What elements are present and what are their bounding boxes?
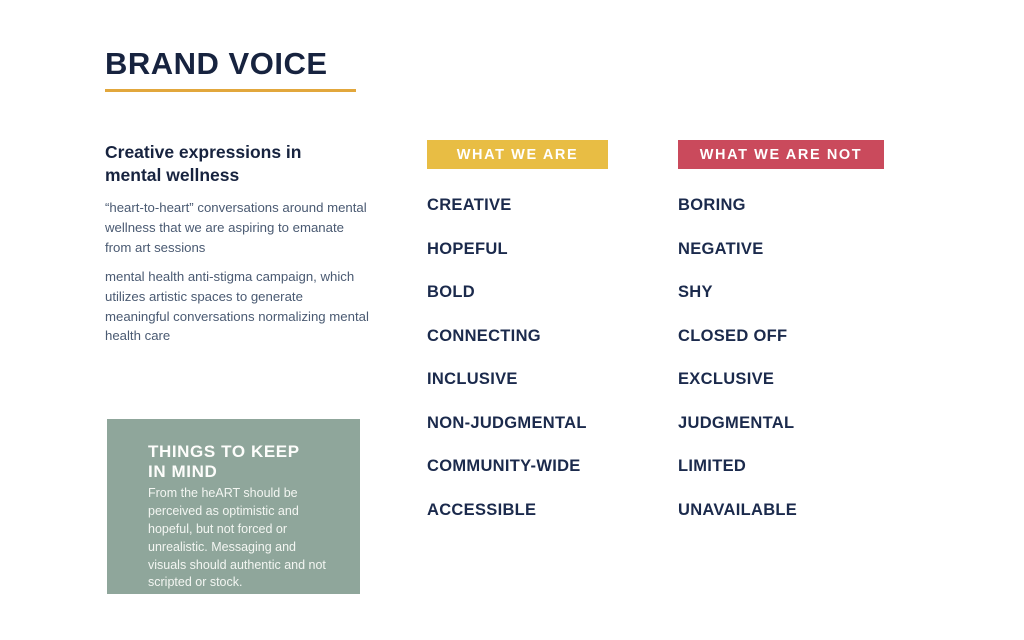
list-item: CLOSED OFF xyxy=(678,326,788,345)
what-we-are-header: WHAT WE ARE xyxy=(427,140,608,169)
list-item: BOLD xyxy=(427,283,475,301)
list-item: BORING xyxy=(678,196,746,214)
page-title: BRAND VOICE xyxy=(105,46,328,81)
list-item: JUDGMENTAL xyxy=(678,413,795,432)
what-we-are-column xyxy=(427,140,608,543)
list-item: INCLUSIVE xyxy=(427,370,518,388)
things-to-keep-in-mind-box xyxy=(107,419,360,594)
what-we-are-not-header: WHAT WE ARE NOT xyxy=(678,140,884,169)
intro-heading: Creative expressions in mental wellness xyxy=(105,142,302,185)
list-item: NEGATIVE xyxy=(678,239,764,258)
title-underline xyxy=(105,89,356,92)
list-item: ACCESSIBLE xyxy=(427,500,537,519)
what-we-are-list xyxy=(427,195,608,521)
what-we-are-not-column xyxy=(678,140,884,543)
list-item: NON-JUDGMENTAL xyxy=(427,413,587,432)
intro-paragraph: “heart-to-heart” conversations around mental wellness that we are aspiring to emanate from art sessions xyxy=(105,200,367,255)
note-box-title: THINGS TO KEEP IN MIND xyxy=(148,442,300,482)
list-item: UNAVAILABLE xyxy=(678,500,798,519)
list-item: HOPEFUL xyxy=(427,239,508,258)
list-item: CONNECTING xyxy=(427,326,541,345)
list-item: LIMITED xyxy=(678,457,747,475)
intro-paragraph: mental health anti-stigma campaign, which utilizes artistic spaces to generate meaningful conversations normalizing mental health care xyxy=(105,269,369,344)
list-item: CREATIVE xyxy=(427,196,512,214)
list-item: EXCLUSIVE xyxy=(678,370,775,388)
note-box-body: From the heART should be perceived as optimistic and hopeful, but not forced or unrealistic. Messaging and visuals should authentic and not scripted or stock. xyxy=(148,486,326,590)
what-we-are-not-list xyxy=(678,195,884,521)
list-item: COMMUNITY-WIDE xyxy=(427,457,581,475)
list-item: SHY xyxy=(678,283,713,301)
